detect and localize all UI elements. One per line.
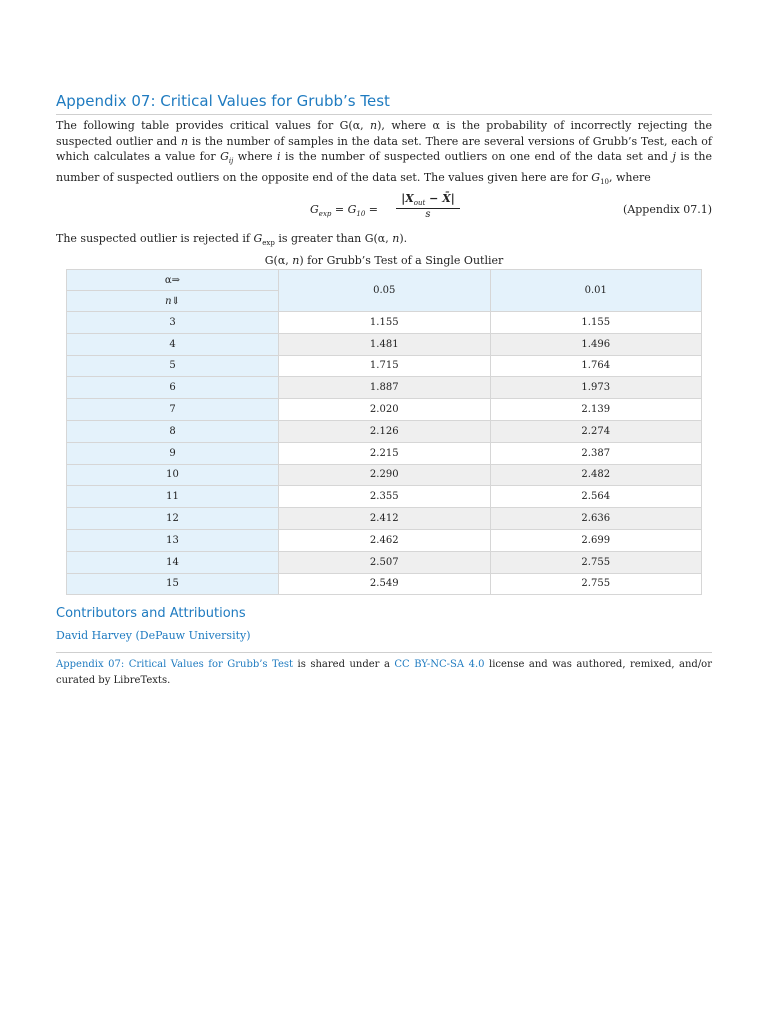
value-cell: 2.020 [279,399,491,421]
intro-text: The following table provides critical values for G(α, [56,119,371,132]
n-cell: 6 [67,377,279,399]
intro-var: n [180,134,189,148]
page-title: Appendix 07: Critical Values for Grubb’s Test [56,92,390,110]
n-cell: 8 [67,420,279,442]
rejection-sentence [56,232,407,247]
equation-denominator: s [425,209,431,221]
table-row [67,333,702,355]
value-cell: 2.755 [490,551,702,573]
value-cell: 2.274 [490,420,702,442]
value-cell: 2.139 [490,399,702,421]
intro-var: i [277,150,281,164]
table-row [67,312,702,334]
value-cell: 2.215 [279,442,491,464]
table-row [67,573,702,595]
table-row [67,486,702,508]
value-cell: 2.387 [490,442,702,464]
value-cell: 2.126 [279,420,491,442]
equation-fraction [396,192,460,220]
value-cell: 2.507 [279,551,491,573]
n-cell: 7 [67,399,279,421]
n-cell: 14 [67,551,279,573]
intro-text: is the number of suspected outliers on the opposite end of the data set. The values given here are for [56,150,712,184]
table-row [67,508,702,530]
value-cell: 2.482 [490,464,702,486]
value-cell: 1.496 [490,333,702,355]
alpha-header: α⇒ [67,270,279,291]
table-row [67,529,702,551]
intro-text: , where [609,170,651,184]
equation-lhs [310,203,378,218]
intro-text: is the number of suspected outliers on one end of the data set and [280,150,673,164]
intro-var: G [220,150,229,164]
rej-text: ). [399,232,408,245]
value-cell: 2.564 [490,486,702,508]
intro-var: n [370,119,378,132]
num-text: |X [401,192,414,205]
n-cell: 15 [67,573,279,595]
value-cell: 2.636 [490,508,702,530]
intro-var: G [591,170,601,184]
n-cell: 13 [67,529,279,551]
license-text: is shared under a [293,659,395,670]
intro-subscript: 10 [600,178,610,187]
table-row [67,355,702,377]
n-cell: 5 [67,355,279,377]
license-link[interactable]: CC BY-NC-SA 4.0 [394,659,485,670]
caption-text: ) for Grubb’s Test of a Single Outlier [299,254,504,267]
eq-sub: 10 [356,210,366,219]
author-link[interactable]: David Harvey (DePauw University) [56,629,251,642]
equation-numerator [396,192,460,209]
license-notice [56,657,712,689]
n-header-label: n⇓ [165,295,180,307]
value-cell: 1.887 [279,377,491,399]
rej-var: n [392,232,400,245]
rej-sub: exp [262,239,275,248]
eq-g: = G [331,203,357,216]
value-cell: 2.462 [279,529,491,551]
intro-subscript: ij [228,157,234,166]
table-row [67,442,702,464]
contributors-heading: Contributors and Attributions [56,606,246,621]
eq-equals: = [365,203,379,216]
value-cell: 2.290 [279,464,491,486]
intro-text: where [233,150,278,164]
num-sub: out [413,199,426,208]
n-cell: 11 [67,486,279,508]
value-cell: 1.764 [490,355,702,377]
n-cell: 12 [67,508,279,530]
title-divider [56,114,712,115]
license-text: license and was authored, remixed, and/or curated by LibreTexts. [56,659,712,686]
equation-block [56,192,712,228]
n-cell: 9 [67,442,279,464]
rej-var: G [253,232,263,245]
caption-text: G(α, [264,254,293,267]
eq-sub: exp [318,210,332,219]
column-header: 0.05 [279,270,491,312]
n-cell: 10 [67,464,279,486]
rej-text: is greater than G(α, [274,232,393,245]
value-cell: 2.699 [490,529,702,551]
num-text: − X̄| [425,192,455,205]
value-cell: 2.412 [279,508,491,530]
value-cell: 1.155 [490,312,702,334]
license-divider [56,652,712,653]
caption-var: n [292,254,300,267]
n-cell: 4 [67,333,279,355]
value-cell: 2.755 [490,573,702,595]
column-header: 0.01 [490,270,702,312]
n-cell: 3 [67,312,279,334]
table-row [67,377,702,399]
n-header [67,291,279,312]
table-header-row [67,270,702,291]
equation-tag: (Appendix 07.1) [623,203,712,216]
table-caption [56,254,712,267]
table-row [67,399,702,421]
table-row [67,464,702,486]
intro-var: j [672,150,676,164]
value-cell: 2.549 [279,573,491,595]
intro-text: ), where α is the probability of incorrectly rejecting the suspected outlier and [56,119,713,148]
value-cell: 1.481 [279,333,491,355]
table-row [67,420,702,442]
page-link[interactable]: Appendix 07: Critical Values for Grubb’s Test [56,659,294,670]
rej-text: The suspected outlier is rejected if [56,232,254,245]
table-row [67,551,702,573]
value-cell: 1.155 [279,312,491,334]
intro-paragraph [56,118,712,191]
critical-values-table [66,269,702,595]
intro-text: is the number of samples in the data set. There are several versions of Grubb’s Test, each of which calculates a value for [56,134,712,164]
eq-g: G [310,203,319,216]
value-cell: 1.973 [490,377,702,399]
value-cell: 2.355 [279,486,491,508]
value-cell: 1.715 [279,355,491,377]
